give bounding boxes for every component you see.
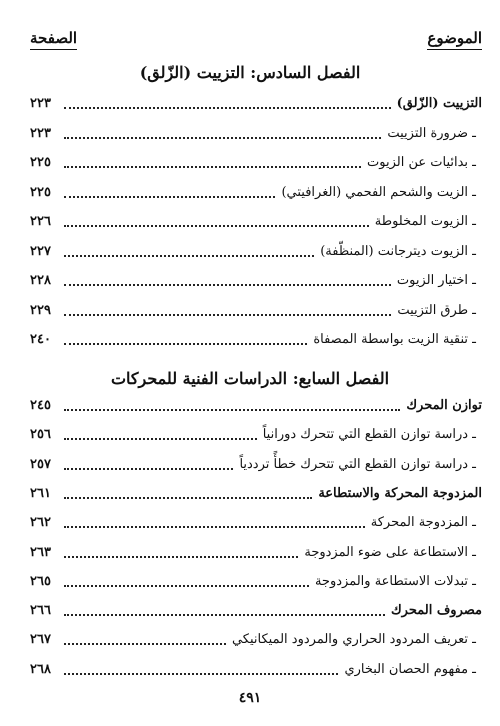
toc-entry — [30, 119, 482, 143]
toc-entry — [30, 178, 482, 202]
dot-leader — [64, 585, 309, 587]
toc-entry-page-number: ٢٢٥ — [30, 184, 51, 200]
dot-leader — [64, 438, 257, 440]
dot-leader — [64, 343, 307, 345]
toc-entry-page-number: ٢٢٨ — [30, 273, 51, 288]
toc-entry-page-number: ٢٦١ — [30, 485, 51, 501]
toc-entry-page-number: ٢٦٧ — [30, 632, 51, 648]
toc-entry-page-number: ٢٢٩ — [30, 302, 51, 318]
toc-entry-title: ـ طرق التزييت — [397, 302, 482, 320]
toc-entry-page-number: ٢٢٥ — [30, 155, 51, 170]
toc-entry — [30, 596, 482, 620]
toc-entry-page-number: ٢٢٧ — [30, 243, 51, 259]
toc-entry-title: ـ تنقية الزيت بواسطة المصفاة — [313, 331, 482, 349]
toc-entry-title: ـ الاستطاعة على ضوء المزدوجة — [304, 544, 482, 562]
dot-leader — [64, 468, 233, 470]
toc-entry-page-number: ٢٦٢ — [30, 515, 51, 531]
dot-leader — [64, 196, 275, 198]
toc-entry-title: ـ تعريف المردود الحراري والمردود الميكانيكي — [232, 631, 482, 649]
toc-entry — [30, 296, 482, 320]
toc-entry-title: ـ الزيوت المخلوطة — [375, 213, 482, 231]
dot-leader — [64, 497, 312, 499]
dot-leader — [64, 255, 314, 257]
toc-entry-title: ـ الزيت والشحم الفحمي (الغرافيتي) — [281, 184, 482, 202]
toc-entry-page-number: ٢٥٦ — [30, 427, 51, 443]
toc-entry — [30, 655, 482, 679]
toc-entry — [30, 325, 482, 349]
chapter-6-title: الفصل السادس: التزييت (الزّلق) — [139, 63, 361, 82]
toc-entry-page-number: ٢٦٨ — [30, 661, 51, 677]
toc-entry-page-number: ٢٦٣ — [30, 544, 51, 560]
toc-entry-page-number: ٢٢٣ — [30, 125, 51, 141]
subject-column-header: الموضوع — [427, 28, 482, 50]
toc-entry — [30, 625, 482, 649]
toc-entry-page-number: ٢٦٥ — [30, 573, 51, 589]
toc-entry-title: ـ ضرورة التزييت — [387, 125, 482, 143]
toc-entry — [30, 538, 482, 562]
page-column-header: الصفحة — [30, 28, 77, 50]
toc-entry-page-number: ٢٤٠ — [30, 332, 51, 347]
toc-entry — [30, 508, 482, 532]
page-number: ٤٩١ — [238, 690, 262, 706]
toc-entry — [30, 567, 482, 591]
toc-entry-page-number: ٢٢٦ — [30, 214, 51, 229]
dot-leader — [64, 137, 381, 139]
dot-leader — [64, 284, 391, 286]
toc-entry — [30, 420, 482, 444]
toc-entry-page-number: ٢٦٦ — [30, 603, 51, 619]
toc-entry — [30, 450, 482, 474]
toc-entry-title: ـ مفهوم الحصان البخاري — [344, 661, 482, 679]
dot-leader — [64, 166, 361, 168]
toc-entry-title: ـ دراسة توازن القطع التي تتحرك خطأً ترددياً — [239, 456, 482, 474]
toc-entry-title: ـ دراسة توازن القطع التي تتحرك دورانياً — [263, 426, 482, 444]
toc-entry-title: المزدوجة المحركة والاستطاعة — [318, 485, 482, 501]
toc-entry — [30, 89, 482, 113]
toc-entry-title: توازن المحرك — [406, 398, 482, 413]
toc-entry-title: التزييت (الزّلق) — [396, 96, 482, 111]
toc-entry-title: ـ بدائيات عن الزيوت — [367, 154, 482, 172]
dot-leader — [64, 225, 369, 227]
toc-entry-title: ـ تبدلات الاستطاعة والمزدوجة — [315, 573, 482, 591]
dot-leader — [64, 673, 338, 675]
dot-leader — [64, 526, 365, 528]
toc-entry-page-number: ٢٢٣ — [30, 96, 51, 111]
toc-entry-title: مصروف المحرك — [390, 603, 482, 619]
dot-leader — [64, 409, 400, 411]
toc-entry — [30, 479, 482, 503]
dot-leader — [64, 556, 298, 558]
toc-entry — [30, 148, 482, 172]
dot-leader — [64, 107, 391, 109]
toc-entry — [30, 207, 482, 231]
toc-entry — [30, 266, 482, 290]
dot-leader — [64, 614, 385, 616]
toc-entry-title: ـ الزيوت ديترجانت (المنظّفة) — [320, 243, 482, 261]
toc-entry-page-number: ٢٤٥ — [30, 398, 51, 413]
chapter-7-title: الفصل السابع: الدراسات الفنية للمحركات — [110, 369, 390, 388]
dot-leader — [64, 643, 226, 645]
toc-entry-title: ـ المزدوجة المحركة — [371, 514, 482, 532]
dot-leader — [64, 314, 391, 316]
toc-entry-title: ـ اختيار الزيوت — [397, 272, 482, 290]
toc-entry-page-number: ٢٥٧ — [30, 456, 51, 472]
toc-entry — [30, 391, 482, 415]
toc-entry — [30, 237, 482, 261]
